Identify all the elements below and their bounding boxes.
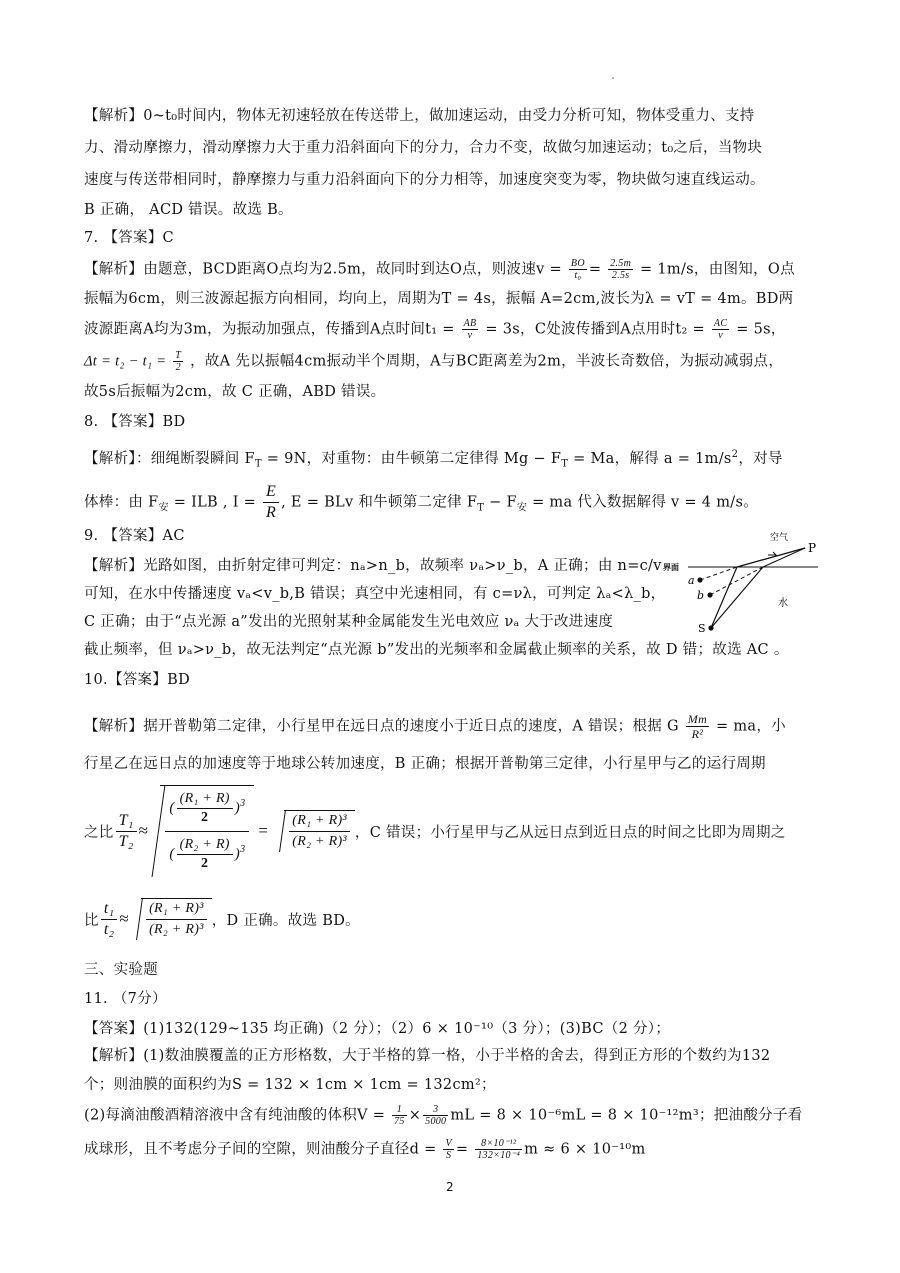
q7-line-3 bbox=[84, 318, 786, 341]
fraction bbox=[423, 1104, 448, 1127]
label-p: P bbox=[808, 541, 817, 555]
q7-line-1: 【解析】由题意，BCD距离O点均为2.5m，故同时到达O点，则波速v = $\frac{BO}{\text{t₀}}$ = $\frac{2.5m}{2.5s}$ = 1m/s，由图知，O点 bbox=[84, 258, 795, 281]
q11-line-1: 【解析】(1)数油膜覆盖的正方形格数，大于半格的算一格，小于半格的舍去，得到正方形的个数约为132 bbox=[84, 1048, 771, 1064]
exponent: 3 bbox=[240, 843, 246, 855]
text: = 3s，C处波传播到A点用时t₂ = bbox=[485, 321, 705, 338]
q11-line-3 bbox=[84, 1104, 803, 1127]
numerator: 3 bbox=[423, 1104, 448, 1116]
point-a bbox=[697, 577, 702, 582]
text: = 1m/s，由图知，O点 bbox=[640, 261, 795, 278]
denominator: T₂ bbox=[118, 832, 134, 850]
numerator: AC bbox=[713, 318, 728, 329]
denominator: v bbox=[467, 330, 473, 341]
numerator: T bbox=[175, 350, 182, 361]
numerator: t₁ bbox=[101, 899, 118, 920]
denominator: R bbox=[266, 504, 277, 521]
fraction bbox=[165, 786, 249, 877]
text: 体棒：由 F bbox=[84, 494, 159, 511]
text: = ma 代入数据解得 v = 4 m/s。 bbox=[527, 494, 759, 511]
q7-answer: 7. 【答案】C bbox=[84, 230, 174, 246]
point-s bbox=[708, 625, 713, 630]
text: Δt = t₂ − t₁ = bbox=[84, 353, 167, 370]
subscript: T bbox=[561, 458, 569, 470]
equals-sign: = bbox=[258, 821, 269, 840]
denominator: 2 bbox=[201, 810, 209, 825]
q9-line-1: 【解析】光路如图，由折射定律可判定：nₐ>n_b，故频率 νₐ>ν_b，A 正确；由 n=c/v bbox=[84, 558, 662, 574]
text: 【解析】据开普勒第二定律，小行星甲在远日点的速度小于近日点的速度，A 错误；根据 G bbox=[84, 718, 679, 735]
label-a: a bbox=[688, 574, 695, 587]
numerator: (R₁ + R)³ bbox=[289, 811, 350, 832]
denominator: 5000 bbox=[425, 1116, 447, 1127]
time-ratio bbox=[101, 899, 118, 940]
q10-line-1 bbox=[84, 712, 786, 741]
numerator: 2.5m bbox=[610, 258, 632, 269]
text: = 9N，对重物：由牛顿第二定律得 Mg − F bbox=[261, 450, 562, 467]
ray-incident-2 bbox=[711, 567, 763, 628]
numerator: Mm bbox=[687, 712, 708, 726]
fraction bbox=[569, 258, 587, 281]
approx-sign: ≈ bbox=[138, 821, 149, 840]
text: 【解析】由题意，BCD距离O点均为2.5m，故同时到达O点，则波速v = bbox=[84, 261, 562, 278]
q6-line-3: 速度与传送带相同时，静摩擦力与重力沿斜面向下的分力相等，加速度突变为零，物块做匀速直线运动。 bbox=[84, 172, 765, 188]
q6-line-1: 【解析】0~t₀时间内，物体无初速轻放在传送带上，做加速运动，由受力分析可知，物体受重力、支持 bbox=[84, 108, 755, 124]
ray-refracted-1 bbox=[737, 548, 805, 567]
subscript: 安 bbox=[516, 502, 528, 514]
fraction bbox=[146, 899, 207, 940]
sqrt-expression bbox=[272, 810, 355, 852]
text: ，故A 先以振幅4cm振动半个周期，A与BC距离差为2m，半波长奇数倍，为振动减弱点， bbox=[190, 353, 784, 370]
denominator: 75 bbox=[394, 1116, 405, 1127]
label-s: S bbox=[698, 622, 706, 632]
text: = Ma，解得 a = 1m/s bbox=[568, 450, 732, 467]
radicand bbox=[141, 898, 212, 940]
fraction bbox=[475, 1138, 522, 1161]
q11-line-2: 个；则油膜的面积约为S = 132 × 1cm × 1cm = 132cm²； bbox=[84, 1077, 496, 1093]
q7-line-5: 故5s后振幅为2cm，故 C 正确，ABD 错误。 bbox=[84, 384, 386, 400]
text: mL = 8 × 10⁻⁶mL = 8 × 10⁻¹²m³；把油酸分子看 bbox=[450, 1107, 803, 1124]
numerator: ( $\frac{\text{(R₁ + R)}}{2}$ )$^3$ bbox=[165, 786, 249, 832]
fraction bbox=[289, 811, 350, 852]
text: 波源距离A均为3m，为振动加强点，传播到A点时间t₁ = bbox=[84, 321, 455, 338]
point-b bbox=[707, 592, 712, 597]
text: 之比 bbox=[84, 824, 114, 841]
ray-incident-1 bbox=[711, 567, 737, 628]
numerator: AB bbox=[463, 318, 477, 329]
radicand bbox=[284, 810, 355, 852]
q8-line-1: 【解析】：细绳断裂瞬间 $F_T = 9N$，对重物：由牛顿第二定律得 $Mg - F_T = Ma$，解得 $a = 1m/s^2$，对导 bbox=[84, 449, 783, 470]
text: 成球形，且不考虑分子间的空隙，则油酸分子直径d = bbox=[84, 1141, 437, 1158]
numerator: 8×10⁻¹² bbox=[475, 1138, 522, 1150]
label-water: 水 bbox=[778, 598, 788, 609]
q10-line-2: 行星乙在远日点的加速度等于地球公转加速度，B 正确；根据开普勒第三定律，小行星甲与乙的运行周期 bbox=[84, 756, 766, 772]
numerator: V bbox=[445, 1138, 452, 1149]
numerator: 1 bbox=[392, 1104, 407, 1116]
denominator: S bbox=[446, 1150, 452, 1161]
numerator: (R₁ + R) bbox=[177, 790, 233, 809]
fraction bbox=[608, 258, 633, 281]
virtual-ray-b bbox=[710, 567, 763, 595]
sqrt-expression bbox=[129, 898, 212, 940]
fraction bbox=[686, 712, 709, 741]
fraction bbox=[462, 318, 479, 341]
q10-line-4 bbox=[84, 898, 360, 940]
text: , E = BLv 和牛顿第二定律 F bbox=[281, 494, 478, 511]
q7-line-2: 振幅为6cm，则三波源起振方向相同，均向上，周期为T = 4s，振幅 A=2cm,波长为λ = vT = 4m。BD两 bbox=[84, 291, 794, 307]
fraction bbox=[712, 318, 729, 341]
text: ，C 错误；小行星甲与乙从远日点到近日点的时间之比即为周期之 bbox=[354, 824, 786, 841]
denominator: ( $\frac{\text{(R₂ + R)}}{2}$ )$^3$ bbox=[169, 837, 246, 871]
virtual-ray-a bbox=[700, 567, 737, 580]
text: − F bbox=[484, 494, 517, 511]
times-sign: × bbox=[408, 1107, 422, 1124]
label-interface: 界面 bbox=[663, 562, 679, 572]
numerator: (R₂ + R) bbox=[177, 836, 233, 855]
text: 比 bbox=[84, 912, 99, 929]
subscript: 安 bbox=[158, 502, 169, 514]
subscript: T bbox=[477, 502, 485, 514]
radicand bbox=[160, 785, 254, 877]
denominator: v bbox=[718, 330, 723, 341]
text: = ma，小 bbox=[715, 718, 786, 735]
denominator: t₂ bbox=[103, 920, 115, 938]
q8-line-2 bbox=[84, 482, 758, 523]
label-b: b bbox=[697, 589, 705, 602]
subscript: T bbox=[254, 458, 262, 470]
fraction bbox=[263, 482, 279, 523]
text: (2)每滴油酸酒精溶液中含有纯油酸的体积V = bbox=[84, 1107, 386, 1124]
page-number: 2 bbox=[446, 1180, 454, 1194]
text: = 5s， bbox=[736, 321, 786, 338]
q6-line-4: B 正确， ACD 错误。故选 B。 bbox=[84, 202, 293, 218]
sqrt-expression bbox=[148, 785, 254, 877]
text: 【解析】：细绳断裂瞬间 F bbox=[84, 450, 255, 467]
denominator: 2.5s bbox=[611, 270, 630, 281]
denominator: R² bbox=[691, 727, 704, 741]
speck bbox=[612, 77, 614, 79]
numerator: (R₁ + R)³ bbox=[146, 899, 207, 920]
q10-line-3 bbox=[84, 785, 786, 877]
denominator: 132×10⁻⁴ bbox=[477, 1150, 521, 1161]
text: m ≈ 6 × 10⁻¹⁰m bbox=[524, 1141, 646, 1158]
q9-line-2: 可知，在水中传播速度 vₐ<v_b,B 错误；真空中光速相同，有 c=νλ，可判定 λₐ<λ_b， bbox=[84, 586, 666, 602]
text: = ILB , I = bbox=[168, 494, 257, 511]
q6-line-2: 力、滑动摩擦力，滑动摩擦力大于重力沿斜面向下的分力，合力不变，故做匀加速运动；t₀之后，当物块 bbox=[84, 140, 763, 156]
q8-answer: 8. 【答案】BD bbox=[84, 414, 186, 430]
period-ratio bbox=[116, 811, 137, 852]
q7-line-4 bbox=[84, 350, 783, 373]
denominator: (R₂ + R)³ bbox=[149, 922, 204, 937]
numerator: E bbox=[263, 482, 279, 503]
refraction-diagram bbox=[660, 522, 830, 632]
fraction bbox=[443, 1138, 453, 1161]
arrow-icon bbox=[768, 552, 776, 555]
q9-line-4: 截止频率，但 νₐ>ν_b，故无法判定“点光源 b”发出的光频率和金属截止频率的关系，故 D 错；故选 AC 。 bbox=[84, 642, 789, 658]
q11-line-4: 成球形，且不考虑分子间的空隙，则油酸分子直径d = $\frac{V}{S}$ = $\frac{\text{8×10⁻¹²}}{\text{132×10⁻⁴}}$ m ≈ 6 × 10⁻¹⁰m bbox=[84, 1138, 646, 1161]
denominator: 2 bbox=[175, 362, 181, 373]
fraction bbox=[392, 1104, 407, 1127]
q9-answer: 9. 【答案】AC bbox=[84, 528, 185, 544]
text: ，对导 bbox=[738, 450, 783, 467]
denominator: t₀ bbox=[574, 270, 582, 281]
fraction bbox=[173, 350, 183, 373]
numerator: BO bbox=[570, 258, 585, 269]
q11-answer: 【答案】(1)132(129~135 均正确)（2 分）；（2）6 × 10⁻¹⁰（3 分）；(3)BC（2 分）； bbox=[84, 1021, 671, 1037]
exponent: 3 bbox=[240, 797, 246, 809]
denominator: 2 bbox=[201, 856, 209, 871]
denominator: (R₂ + R)³ bbox=[292, 834, 347, 849]
q10-answer: 10.【答案】BD bbox=[84, 672, 191, 688]
numerator: T₁ bbox=[116, 811, 137, 832]
label-air: 空气 bbox=[770, 533, 789, 543]
section-title: 三、实验题 bbox=[84, 962, 158, 978]
text: ，D 正确。故选 BD。 bbox=[211, 912, 360, 929]
q9-line-3: C 正确；由于“点光源 a”发出的光照射某种金属能发生光电效应 νₐ 大于改进速度 bbox=[84, 614, 614, 630]
q11-heading: 11. （7分） bbox=[84, 991, 167, 1007]
approx-sign: ≈ bbox=[119, 909, 130, 928]
